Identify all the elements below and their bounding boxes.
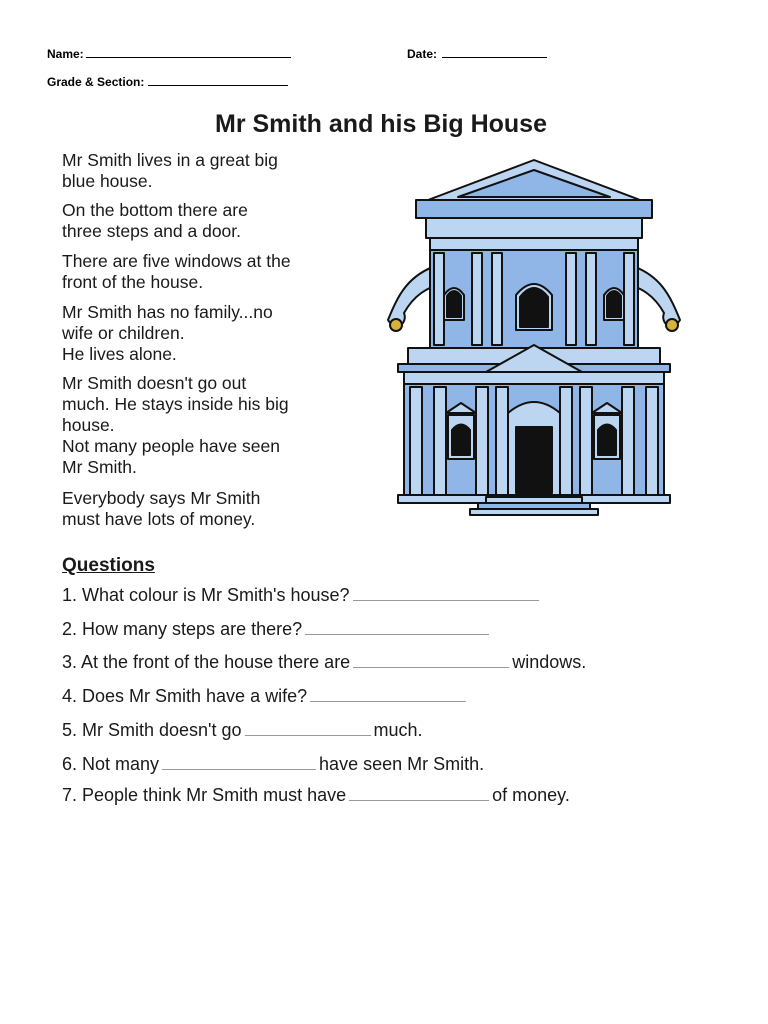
- answer-blank-3[interactable]: [353, 655, 509, 668]
- answer-blank-2[interactable]: [305, 622, 489, 635]
- question-3: [62, 652, 586, 673]
- name-label: Name:: [47, 47, 84, 61]
- question-5-suffix: much.: [373, 720, 423, 740]
- grade-section-blank[interactable]: [148, 73, 288, 86]
- date-label: Date:: [407, 47, 438, 61]
- answer-blank-4[interactable]: [310, 689, 466, 702]
- story-paragraph-4: Mr Smith has no family...no wife or children. He lives alone.: [62, 302, 273, 364]
- questions-heading: Questions: [62, 555, 155, 576]
- grade-section-field[interactable]: [47, 73, 288, 89]
- worksheet-title: Mr Smith and his Big House: [215, 110, 547, 138]
- date-blank[interactable]: [442, 45, 547, 58]
- question-6-text: 6. Not many: [62, 754, 160, 774]
- date-field[interactable]: [407, 45, 547, 61]
- question-1-text: 1. What colour is Mr Smith's house?: [62, 585, 350, 605]
- question-7-suffix: of money.: [492, 785, 570, 805]
- question-2: [62, 619, 492, 640]
- story-paragraph-3: There are five windows at the front of the house.: [62, 251, 291, 292]
- question-4-text: 4. Does Mr Smith have a wife?: [62, 686, 308, 706]
- question-5-text: 5. Mr Smith doesn't go: [62, 720, 242, 740]
- answer-blank-1[interactable]: [353, 588, 539, 601]
- question-2-text: 2. How many steps are there?: [62, 619, 303, 639]
- story-paragraph-1: Mr Smith lives in a great big blue house.: [62, 150, 278, 191]
- name-blank[interactable]: [86, 45, 291, 58]
- question-6-suffix: have seen Mr Smith.: [319, 754, 485, 774]
- story-paragraph-6: Everybody says Mr Smith must have lots of money.: [62, 488, 261, 529]
- question-3-text: 3. At the front of the house there are: [62, 652, 351, 672]
- story-paragraph-5: Mr Smith doesn't go out much. He stays inside his big house. Not many people have seen Mr Smith.: [62, 373, 289, 477]
- name-field[interactable]: [47, 45, 291, 61]
- question-6: [62, 754, 484, 775]
- question-7: [62, 785, 570, 806]
- house-illustration: [368, 155, 700, 517]
- question-7-text: 7. People think Mr Smith must have: [62, 785, 347, 805]
- question-3-suffix: windows.: [512, 652, 587, 672]
- question-5: [62, 720, 423, 741]
- story-paragraph-2: On the bottom there are three steps and a door.: [62, 200, 248, 241]
- question-1: [62, 585, 542, 606]
- answer-blank-5[interactable]: [245, 723, 371, 736]
- answer-blank-6[interactable]: [162, 757, 316, 770]
- answer-blank-7[interactable]: [349, 788, 489, 801]
- question-4: [62, 686, 469, 707]
- grade-section-label: Grade & Section:: [47, 75, 145, 89]
